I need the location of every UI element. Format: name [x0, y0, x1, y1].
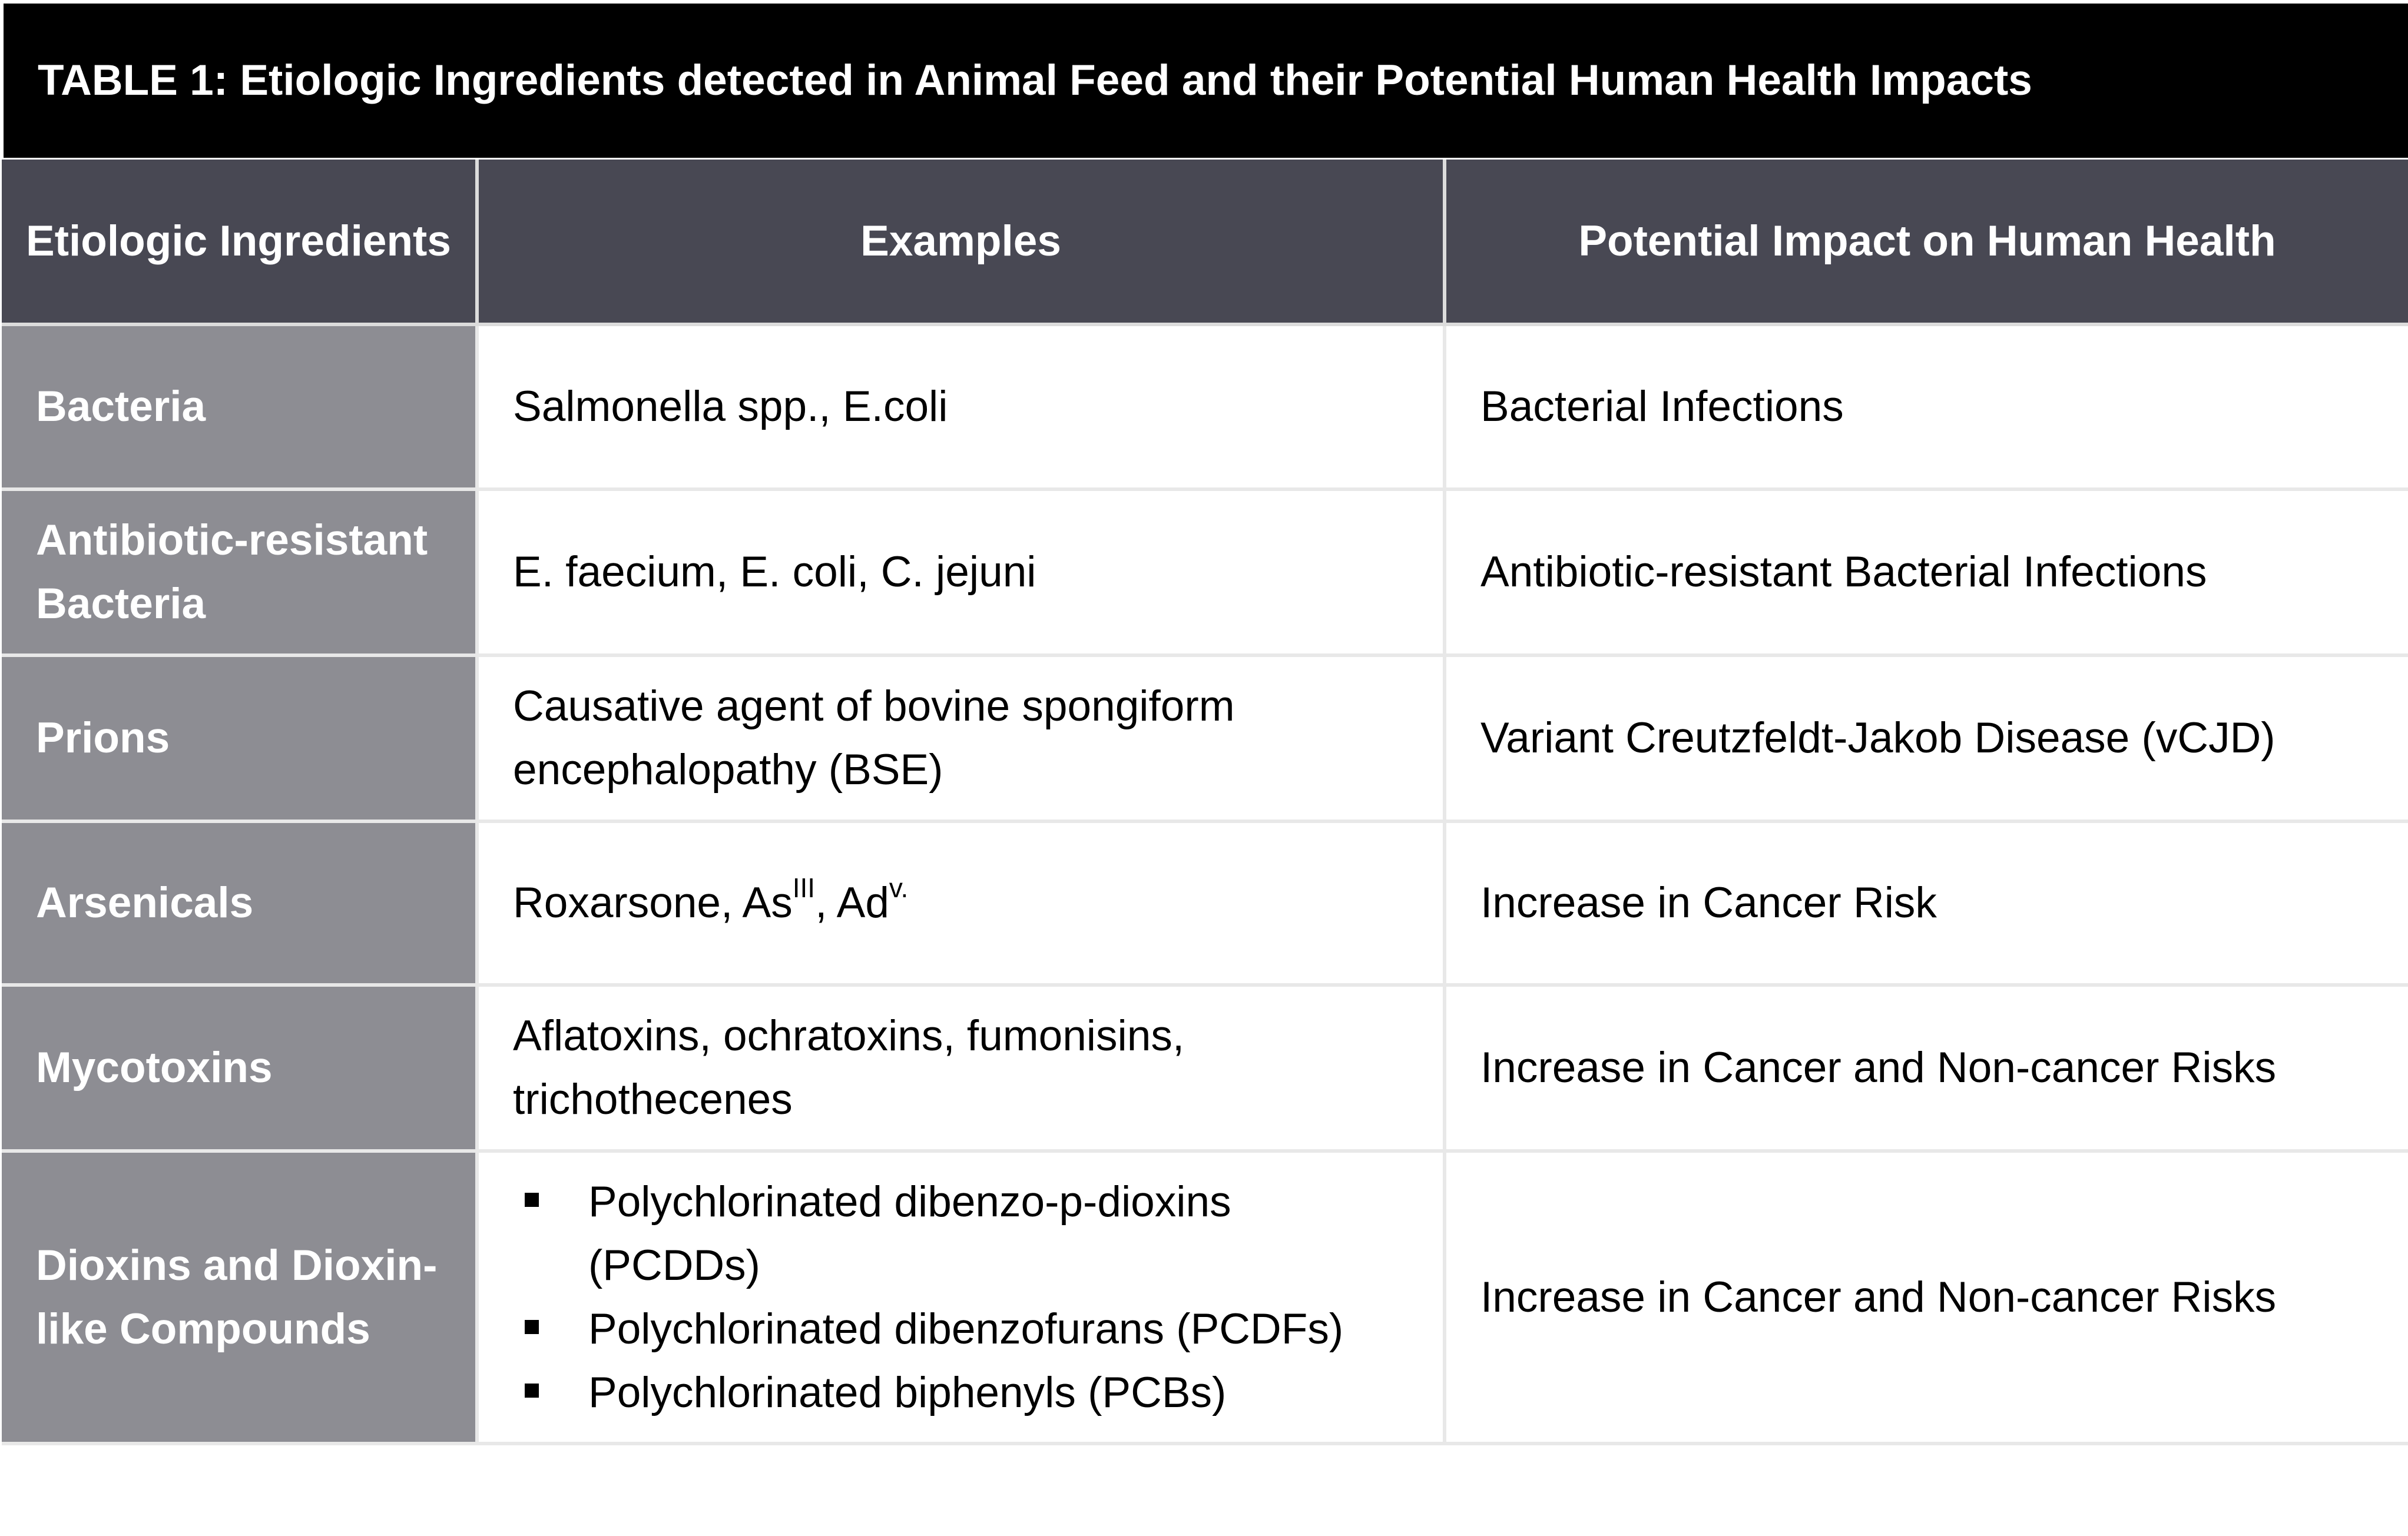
list-item	[513, 1361, 1409, 1425]
examples-text: , Ad	[815, 879, 889, 927]
table-title: TABLE 1: Etiologic Ingredients detected in Animal Feed and their Potential Human Health Impacts	[4, 4, 2408, 158]
superscript: III	[792, 872, 816, 903]
superscript: v.	[889, 872, 909, 903]
impact-cell: Bacterial Infections	[1445, 324, 2408, 489]
agent-cell: Bacteria	[2, 324, 477, 489]
agent-cell: Antibiotic-resistant Bacteria	[2, 489, 477, 655]
list-item-text: Polychlorinated dibenzo-p-dioxins (PCDDs)	[588, 1177, 1231, 1289]
examples-cell	[477, 821, 1445, 985]
table-row	[2, 985, 2408, 1151]
impact-cell: Increase in Cancer and Non-cancer Risks	[1445, 985, 2408, 1151]
examples-cell: E. faecium, E. coli, C. jejuni	[477, 489, 1445, 655]
impact-cell: Increase in Cancer Risk	[1445, 821, 2408, 985]
header-row	[2, 160, 2408, 324]
impact-cell: Increase in Cancer and Non-cancer Risks	[1445, 1151, 2408, 1444]
agent-cell: Arsenicals	[2, 821, 477, 985]
list-item	[513, 1298, 1409, 1361]
examples-cell: Aflatoxins, ochratoxins, fumonisins, trichothecenes	[477, 985, 1445, 1151]
examples-cell: Causative agent of bovine spongiform encephalopathy (BSE)	[477, 655, 1445, 821]
examples-list	[513, 1170, 1409, 1425]
square-bullet-icon	[525, 1193, 539, 1207]
table-row	[2, 324, 2408, 489]
table-row	[2, 489, 2408, 655]
header-etiologic-ingredients: Etiologic Ingredients	[2, 160, 477, 324]
agent-cell: Mycotoxins	[2, 985, 477, 1151]
examples-cell: Salmonella spp., E.coli	[477, 324, 1445, 489]
header-impact: Potential Impact on Human Health	[1445, 160, 2408, 324]
table-row	[2, 821, 2408, 985]
list-item-text: Polychlorinated dibenzofurans (PCDFs)	[588, 1305, 1344, 1353]
header-examples: Examples	[477, 160, 1445, 324]
table-row	[2, 655, 2408, 821]
etiologic-ingredients-table	[2, 160, 2408, 1445]
agent-cell: Dioxins and Dioxin-like Compounds	[2, 1151, 477, 1444]
table-row	[2, 1151, 2408, 1444]
square-bullet-icon	[525, 1384, 539, 1398]
impact-cell: Antibiotic-resistant Bacterial Infections	[1445, 489, 2408, 655]
list-item	[513, 1170, 1409, 1298]
impact-cell: Variant Creutzfeldt-Jakob Disease (vCJD)	[1445, 655, 2408, 821]
examples-cell	[477, 1151, 1445, 1444]
list-item-text: Polychlorinated biphenyls (PCBs)	[588, 1368, 1227, 1416]
square-bullet-icon	[525, 1320, 539, 1334]
agent-cell: Prions	[2, 655, 477, 821]
examples-text: Roxarsone, As	[513, 879, 793, 927]
